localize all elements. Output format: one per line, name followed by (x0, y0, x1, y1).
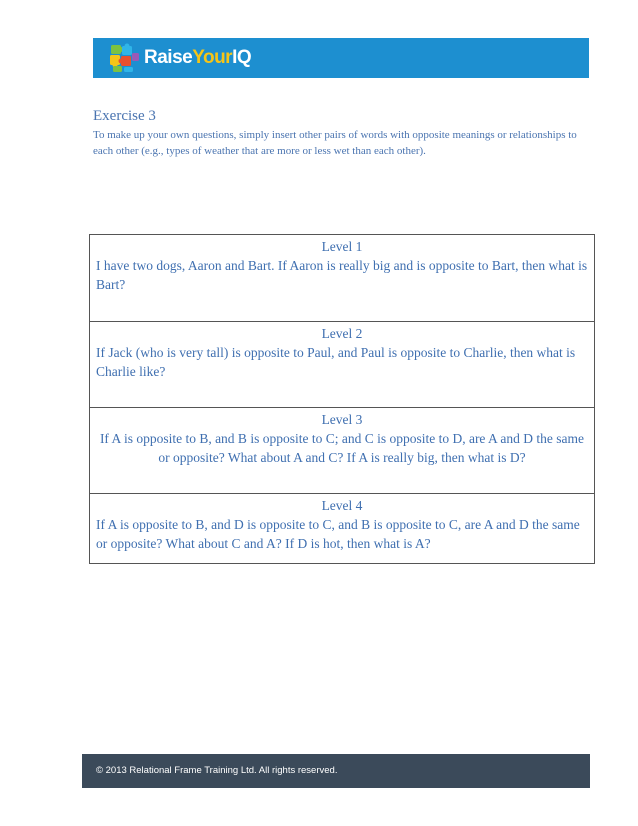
level-3-title: Level 3 (321, 412, 363, 427)
footer-banner (82, 754, 590, 788)
copyright-text: © 2013 Relational Frame Training Ltd. All rights reserved. (96, 765, 338, 776)
exercise-description: To make up your own questions, simply insert other pairs of words with opposite meanings or relationships to each other (e.g., types of weather that are more or less wet than each other). (93, 129, 577, 157)
level-2-title: Level 2 (321, 326, 363, 341)
brand-raise: Raise (144, 47, 193, 68)
raiseyouriq-logo (107, 42, 251, 74)
brand-your: Your (192, 47, 233, 68)
level-4-title: Level 4 (321, 498, 363, 513)
brand-name (144, 47, 251, 69)
puzzle-logo-icon (107, 43, 141, 73)
level-4-text: If A is opposite to B, and D is opposite to C, and B is opposite to C, are A and D the same or opposite? What about C and A? If D is hot, then what is A? (96, 517, 580, 551)
level-4-cell (90, 493, 594, 563)
level-1-cell (90, 235, 594, 321)
exercise-title: Exercise 3 (93, 108, 156, 124)
levels-table (89, 234, 595, 564)
level-3-cell (90, 407, 594, 493)
header-banner (93, 38, 589, 78)
level-3-text: If A is opposite to B, and B is opposite to C; and C is opposite to D, are A and D the same or opposite? What about A and C? If A is really big, then what is D? (99, 431, 585, 465)
level-2-cell (90, 321, 594, 407)
brand-iq: IQ (232, 47, 252, 68)
level-2-text: If Jack (who is very tall) is opposite to Paul, and Paul is opposite to Charlie, then what is Charlie like? (96, 345, 576, 379)
level-1-text: I have two dogs, Aaron and Bart. If Aaron is really big and is opposite to Bart, then what is Bart? (96, 258, 588, 292)
level-1-title: Level 1 (321, 239, 363, 254)
